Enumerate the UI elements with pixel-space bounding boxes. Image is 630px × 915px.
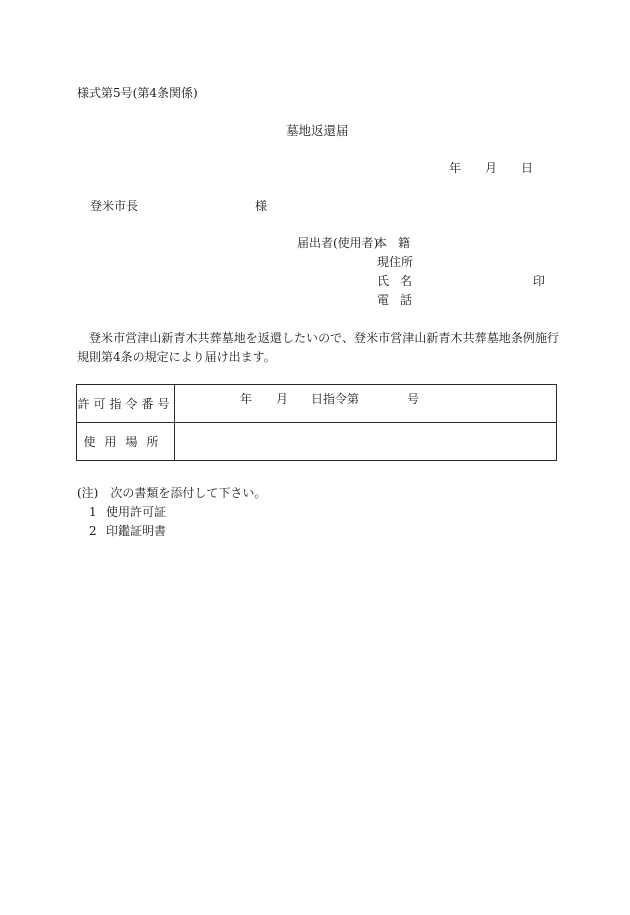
name-label: 氏名 bbox=[377, 274, 424, 288]
permit-year-label: 年 bbox=[240, 392, 253, 406]
domicile-label: 本籍 bbox=[375, 236, 422, 250]
permit-day-order-label: 日指令第 bbox=[311, 392, 360, 406]
note-heading: (注) 次の書類を添付して下さい。 bbox=[77, 486, 267, 500]
form-number: 様式第5号(第4条関係) bbox=[77, 86, 198, 100]
permit-number-label: 許可指令番号 bbox=[77, 385, 175, 423]
phone-label: 電話 bbox=[377, 293, 424, 307]
date-day-label: 日 bbox=[521, 161, 534, 175]
body-paragraph: 登米市営津山新青木共葬墓地を返還したいので、登米市営津山新青木共葬墓地条例施行規則第4条の規定により届け出ます。 bbox=[77, 331, 559, 364]
permit-month-label: 月 bbox=[276, 392, 289, 406]
addressee-honorific: 様 bbox=[255, 199, 268, 213]
addressee-name: 登米市長 bbox=[90, 199, 139, 213]
permit-table bbox=[76, 384, 557, 461]
location-row bbox=[77, 423, 557, 461]
note-item bbox=[89, 524, 166, 538]
note-item-text: 印鑑証明書 bbox=[106, 524, 167, 538]
note-item bbox=[89, 505, 166, 519]
permit-number-cell bbox=[175, 385, 557, 423]
location-label: 使用場所 bbox=[77, 423, 175, 461]
date-year-label: 年 bbox=[449, 161, 462, 175]
note-item-number: 2 bbox=[89, 524, 97, 538]
applicant-heading: 届出者(使用者) bbox=[297, 236, 379, 250]
date-month-label: 月 bbox=[485, 161, 498, 175]
permit-row bbox=[77, 385, 557, 423]
address-label: 現住所 bbox=[377, 255, 414, 269]
location-value-cell bbox=[175, 423, 557, 461]
document-title: 墓地返還届 bbox=[286, 123, 349, 138]
note-item-number: 1 bbox=[89, 505, 97, 519]
note-item-text: 使用許可証 bbox=[106, 505, 167, 519]
permit-no-label: 号 bbox=[407, 392, 420, 406]
seal-mark: 印 bbox=[533, 274, 546, 288]
